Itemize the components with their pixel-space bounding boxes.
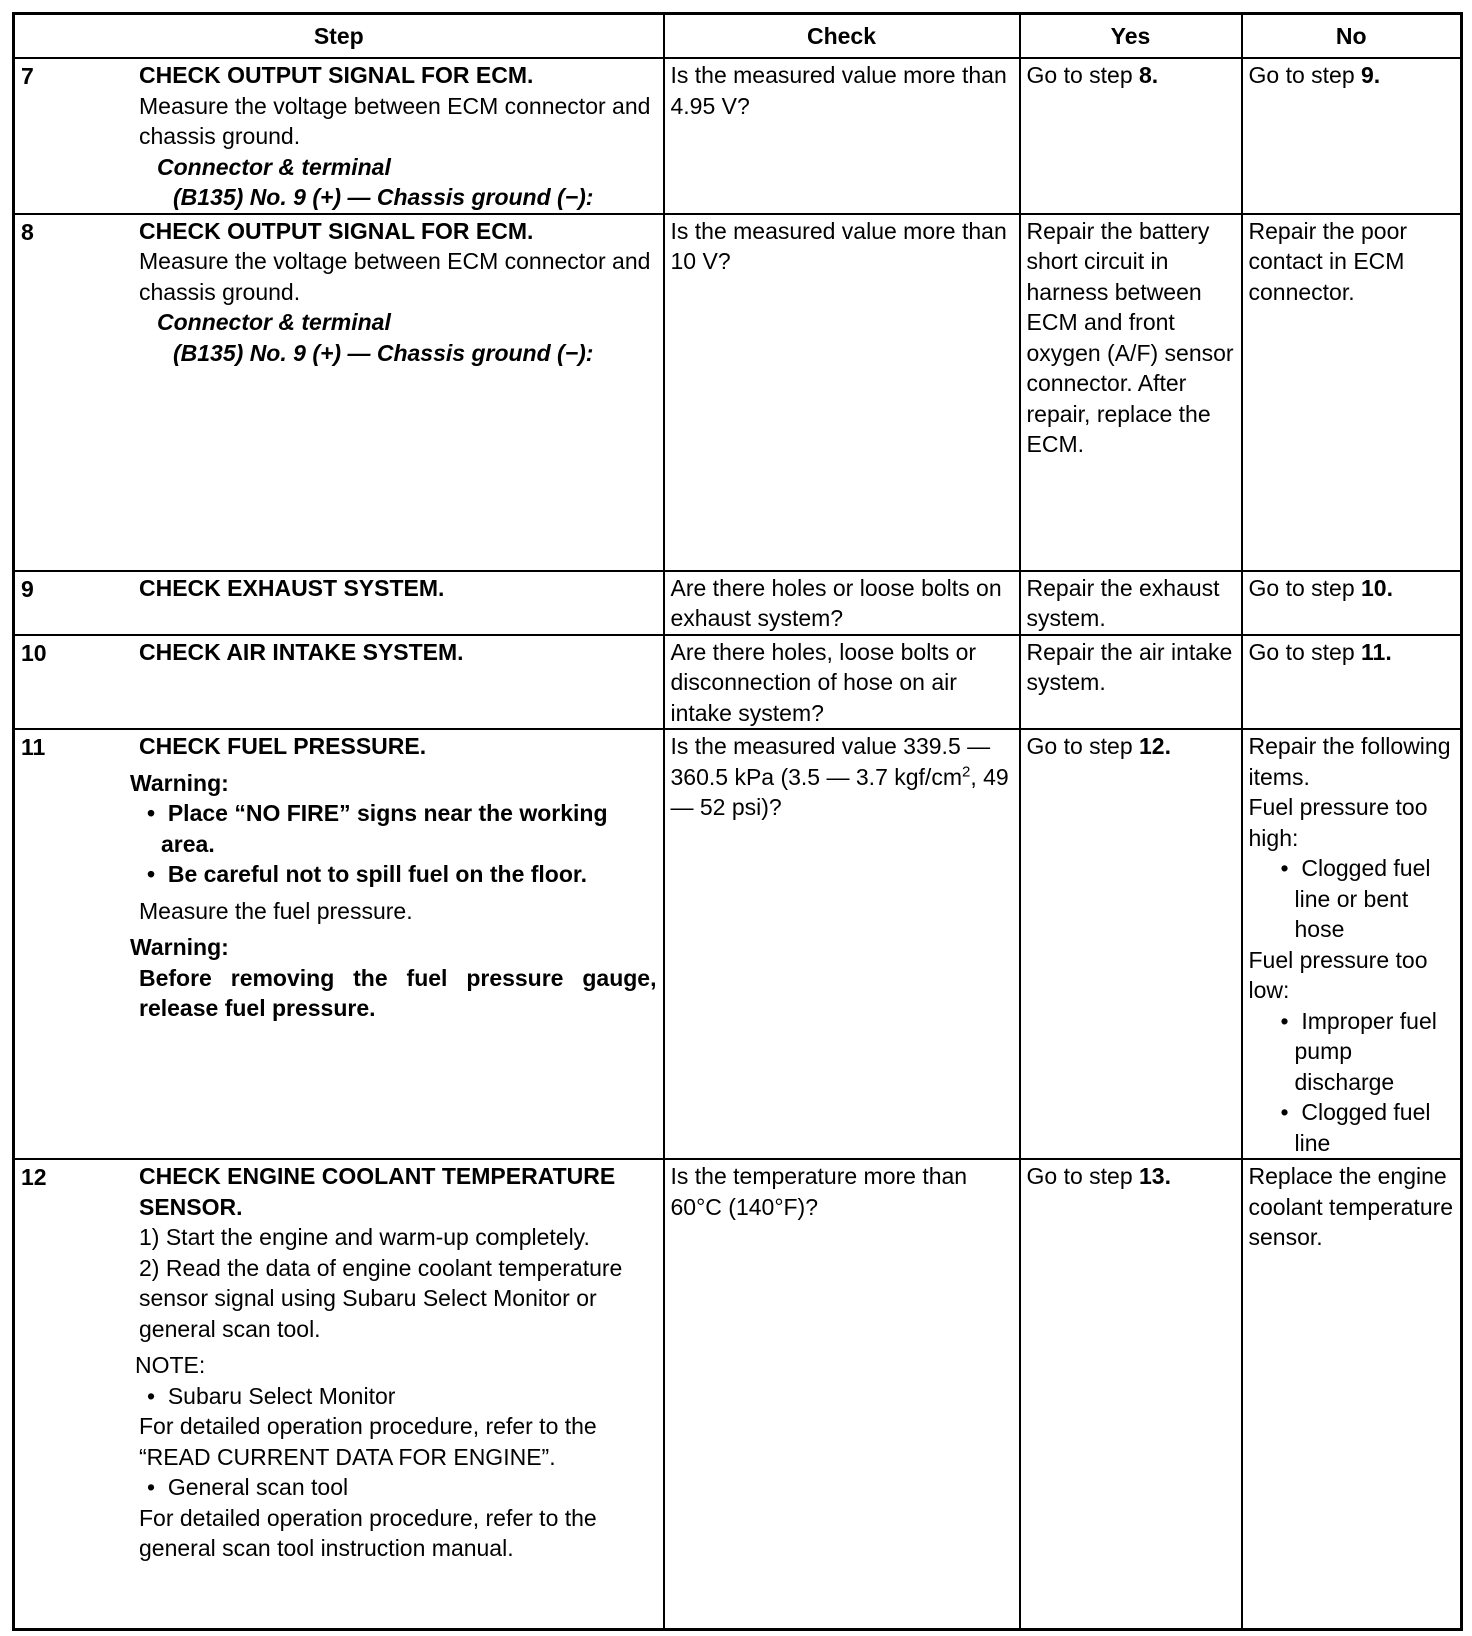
- connector-label: Connector & terminal: [157, 309, 391, 335]
- note-label: NOTE:: [135, 1352, 206, 1378]
- no-text: Go to step: [1248, 638, 1362, 665]
- step-title: CHECK AIR INTAKE SYSTEM.: [139, 638, 464, 665]
- yes-cell: [1020, 58, 1242, 214]
- no-step-ref: 10.: [1361, 574, 1393, 601]
- header-step: Step: [14, 14, 664, 59]
- step-body: Measure the voltage between ECM connector and chassis ground.: [139, 248, 651, 305]
- step-cell: [14, 729, 664, 1159]
- step-title: CHECK ENGINE COOLANT TEMPERATURE SENSOR.: [139, 1163, 616, 1220]
- warning-text: Before removing the fuel pressure gauge, release fuel pressure.: [139, 964, 657, 1021]
- connector-terminal: (B135) No. 9 (+) — Chassis ground (−):: [173, 184, 594, 210]
- table-header-row: [14, 14, 1462, 59]
- connector-label: Connector & terminal: [157, 153, 391, 180]
- note-item: • Subaru Select Monitor: [147, 1382, 396, 1409]
- yes-cell: Repair the air intake system.: [1020, 635, 1242, 730]
- table-row-step-12: [14, 1159, 1462, 1629]
- warning-item: • Place “NO FIRE” signs near the working area.: [147, 800, 608, 857]
- no-cell: [1242, 571, 1462, 635]
- step-number: 12: [21, 1164, 47, 1190]
- check-cell: Is the temperature more than 60°C (140°F)?: [664, 1159, 1020, 1629]
- step-title: CHECK OUTPUT SIGNAL FOR ECM.: [139, 217, 534, 244]
- step-number: 10: [21, 639, 47, 666]
- check-cell: Is the measured value 339.5 — 360.5 kPa (3.5 — 3.7 kgf/$cm^2$, 49 — 52 psi)?: [664, 729, 1020, 1159]
- note-text: For detailed operation procedure, refer to the general scan tool instruction manual.: [139, 1504, 597, 1561]
- check-cell: Are there holes, loose bolts or disconnection of hose on air intake system?: [664, 635, 1020, 730]
- step-body: Measure the voltage between ECM connector and chassis ground.: [139, 92, 651, 149]
- step-cell: [14, 571, 664, 635]
- no-low-item: • Improper fuel pump discharge: [1280, 1007, 1437, 1095]
- header-no: No: [1242, 14, 1462, 59]
- connector-terminal: (B135) No. 9 (+) — Chassis ground (−):: [173, 339, 594, 366]
- no-intro: Repair the following items.: [1248, 733, 1451, 790]
- check-cell: Are there holes or loose bolts on exhaust system?: [664, 571, 1020, 635]
- yes-text: Go to step: [1026, 733, 1140, 759]
- step-title: CHECK OUTPUT SIGNAL FOR ECM.: [139, 62, 534, 88]
- no-cell: [1242, 729, 1462, 1159]
- step-number: 7: [21, 63, 34, 89]
- no-cell: Repair the poor contact in ECM connector.: [1242, 214, 1462, 571]
- note-item: • General scan tool: [147, 1474, 349, 1500]
- table-row-step-10: [14, 635, 1462, 730]
- step-body: Measure the fuel pressure.: [139, 897, 413, 924]
- no-high-item: • Clogged fuel line or bent hose: [1280, 855, 1431, 942]
- note-text: For detailed operation procedure, refer to the “READ CURRENT DATA FOR ENGINE”.: [139, 1413, 597, 1470]
- no-step-ref: 11.: [1361, 638, 1392, 665]
- procedure-step: 2) Read the data of engine coolant temperature sensor signal using Subaru Select Monitor or general scan tool.: [139, 1254, 623, 1342]
- table-row-step-7: [14, 58, 1462, 214]
- yes-cell: [1020, 729, 1242, 1159]
- step-cell: [14, 635, 664, 730]
- check-cell: Is the measured value more than 10 V?: [664, 214, 1020, 571]
- header-check: Check: [664, 14, 1020, 59]
- yes-step-ref: 8.: [1139, 62, 1159, 88]
- check-cell: Is the measured value more than 4.95 V?: [664, 58, 1020, 214]
- yes-step-ref: 12.: [1139, 733, 1171, 759]
- step-title: CHECK FUEL PRESSURE.: [139, 733, 427, 759]
- step-number: 8: [21, 218, 34, 245]
- step-cell: [14, 214, 664, 571]
- step-cell: [14, 58, 664, 214]
- step-title: CHECK EXHAUST SYSTEM.: [139, 574, 445, 601]
- no-text: Go to step: [1248, 62, 1362, 88]
- yes-cell: [1020, 1159, 1242, 1629]
- table-row-step-11: [14, 729, 1462, 1159]
- table-row-step-8: [14, 214, 1462, 571]
- diagnostic-table-container: [12, 12, 1463, 1631]
- yes-step-ref: 13.: [1139, 1163, 1171, 1189]
- warning-label: Warning:: [130, 769, 229, 796]
- yes-cell: Repair the battery short circuit in harness between ECM and front oxygen (A/F) sensor connector. After repair, replace the ECM.: [1020, 214, 1242, 571]
- yes-text: Go to step: [1026, 1163, 1140, 1189]
- yes-text: Go to step: [1026, 62, 1140, 88]
- step-number: 9: [21, 575, 34, 602]
- header-yes: Yes: [1020, 14, 1242, 59]
- no-cell: Replace the engine coolant temperature sensor.: [1242, 1159, 1462, 1629]
- step-number: 11: [21, 734, 46, 760]
- table-row-step-9: [14, 571, 1462, 635]
- no-step-ref: 9.: [1361, 62, 1381, 88]
- no-cell: [1242, 635, 1462, 730]
- diagnostic-procedure-table: [12, 12, 1463, 1631]
- no-low-item: • Clogged fuel line: [1280, 1099, 1431, 1156]
- procedure-step: 1) Start the engine and warm-up completely.: [139, 1224, 590, 1250]
- step-cell: [14, 1159, 664, 1629]
- no-low-label: Fuel pressure too low:: [1248, 946, 1428, 1003]
- warning-label: Warning:: [130, 934, 229, 960]
- warning-item: • Be careful not to spill fuel on the floor.: [147, 861, 587, 887]
- yes-cell: Repair the exhaust system.: [1020, 571, 1242, 635]
- no-high-label: Fuel pressure too high:: [1248, 794, 1428, 851]
- no-cell: [1242, 58, 1462, 214]
- no-text: Go to step: [1248, 574, 1362, 601]
